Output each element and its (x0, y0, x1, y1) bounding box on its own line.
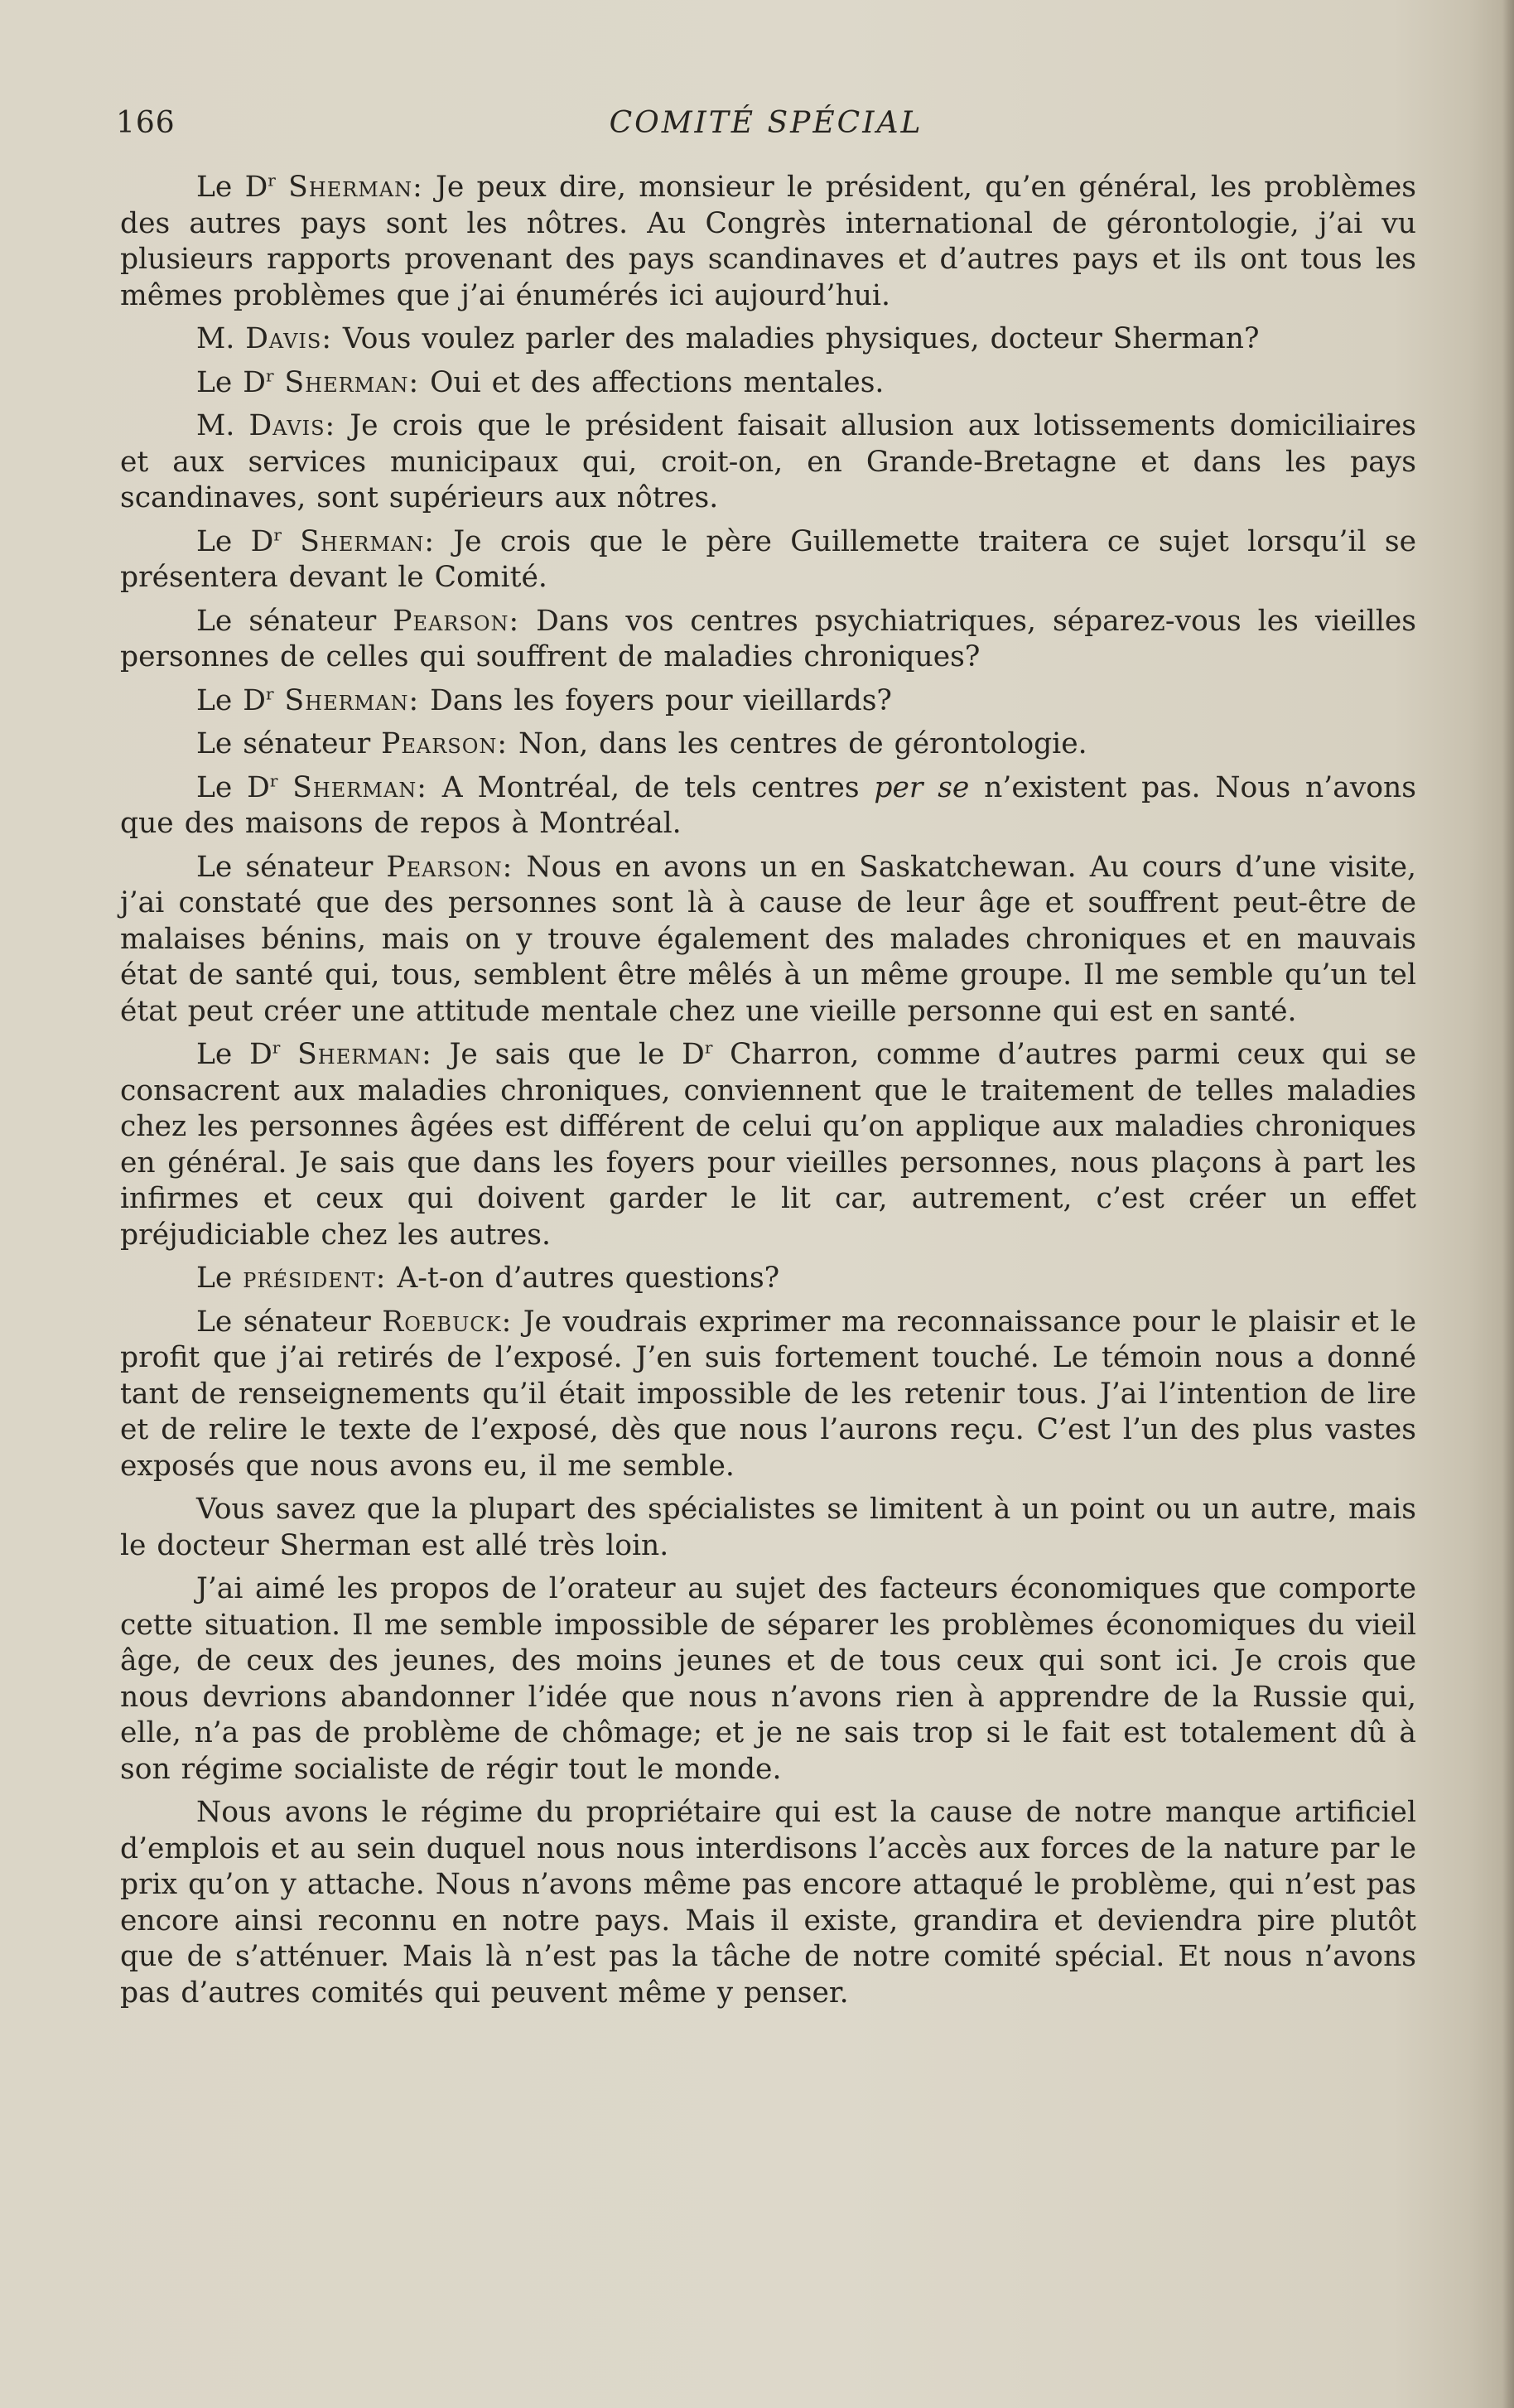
paragraph-text: Nous avons le régime du propriétaire qui est la cause de notre manque artificiel d’emplois et au sein duquel nous nous interdisons l’accès aux forces de la nature par le prix qu’on y attache. Nous n’avons même pas encore attaqué le problème, qui n’est pas encore ainsi reconnu en notre pays. Mais il existe, grandira et deviendra pire plutôt que de s’atténuer. Mais là n’est pas la tâche de notre comité spécial. Et nous n’avons pas d’autres comités qui peuvent même y penser. (120, 1796, 1416, 2010)
body-text (120, 170, 1416, 2019)
speaker-title-sup: r (265, 683, 274, 703)
paragraph-11 (120, 1037, 1416, 1253)
paragraph-text: J’ai aimé les propos de l’orateur au sujet des facteurs économiques que comporte cette situation. Il me semble impossible de séparer les problèmes économiques du vieil âge, de ceux des jeunes, des moins jeunes et de tous ceux qui sont ici. Je crois que nous devrions abandonner l’idée que nous n’avons rien à apprendre de la Russie qui, elle, n’a pas de problème de chômage; et je ne sais trop si le fait est totalement dû à son régime socialiste de régir tout le monde. (120, 1572, 1416, 1786)
paragraph-7 (120, 683, 1416, 720)
speaker-prefix: Le sénateur (196, 1305, 371, 1339)
speaker-name: Davis: (245, 322, 332, 355)
speaker-name: Sherman: (297, 1038, 432, 1071)
speaker-prefix: Le D (196, 524, 274, 558)
paragraph-4 (120, 408, 1416, 517)
paragraph-text: Je crois que le président faisait allusion aux lotissements domiciliaires et aux services municipaux qui, croit-on, en Grande-Bretagne et dans les pays scandinaves, sont supérieurs aux nôtres. (120, 409, 1416, 514)
paragraph-text: Oui et des affections mentales. (419, 365, 885, 399)
speaker-prefix: Le D (196, 171, 268, 204)
speaker-name: Sherman: (292, 770, 427, 804)
paragraph-text: Vous voulez parler des maladies physiques, docteur Sherman? (331, 322, 1260, 355)
speaker-prefix: Le sénateur (196, 604, 377, 638)
speaker-prefix: Le D (196, 770, 270, 804)
speaker-name: Pearson: (381, 727, 509, 760)
paragraph-text: Nous en avons un en Saskatchewan. Au cours d’une visite, j’ai constaté que des personnes sont là à cause de leur âge et souffrent peut-être de malaises bénins, mais on y trouve également des malades chroniques et en mauvais état de santé qui, tous, semblent être mêlés à un même groupe. Il me semble qu’un tel état peut créer une attitude mentale chez une vieille personne qui est en santé. (120, 850, 1416, 1028)
page-binding-shadow (1502, 0, 1514, 2408)
speaker-prefix: M. (196, 322, 235, 355)
italic-phrase: per se (874, 770, 970, 804)
paragraph-13 (120, 1305, 1416, 1485)
speaker-name: Pearson: (386, 850, 514, 884)
speaker-prefix: Le D (196, 683, 266, 717)
paragraph-8 (120, 726, 1416, 763)
speaker-title-sup: r (268, 170, 276, 191)
page-header (116, 106, 1416, 156)
paragraph-6 (120, 604, 1416, 676)
inline-title-sup: r (704, 1037, 713, 1058)
paragraph-16 (120, 1795, 1416, 2011)
speaker-prefix: Le D (196, 365, 266, 399)
paragraph-text-before: Je sais que le D (432, 1038, 705, 1071)
paragraph-15 (120, 1571, 1416, 1788)
speaker-name: Pearson: (393, 604, 520, 638)
paragraph-text: Je voudrais exprimer ma reconnaissance pour le plaisir et le profit que j’ai retirés de l’exposé. J’en suis fortement touché. Le témoin nous a donné tant de renseignements qu’il était impossible de les retenir tous. J’ai l’intention de lire et de relire le texte de l’exposé, dès que nous l’aurons reçu. C’est l’un des plus vastes exposés que nous avons eu, il me semble. (120, 1305, 1416, 1483)
paragraph-text: Je peux dire, monsieur le président, qu’en général, les problèmes des autres pays sont les nôtres. Au Congrès international de gérontologie, j’ai vu plusieurs rapports provenant des pays scandinaves et d’autres pays et ils ont tous les mêmes problèmes que j’ai énumérés ici aujourd’hui. (120, 171, 1417, 312)
speaker-name: Roebuck: (382, 1305, 513, 1339)
paragraph-text: Non, dans les centres de gérontologie. (508, 727, 1087, 760)
speaker-prefix: M. (196, 409, 235, 442)
speaker-prefix: Le (196, 1262, 233, 1295)
speaker-prefix: Le sénateur (196, 850, 374, 884)
speaker-name: Sherman: (288, 171, 423, 204)
speaker-title-sup: r (269, 770, 278, 790)
page-number: 166 (116, 106, 176, 140)
speaker-title-sup: r (273, 524, 282, 544)
speaker-prefix: Le D (196, 1038, 272, 1071)
paragraph-3 (120, 365, 1416, 402)
paragraph-text: n’existent pas. Nous n’avons que des maisons de repos à Montréal. (120, 770, 1416, 840)
speaker-title-sup: r (265, 365, 274, 385)
speaker-name: Davis: (248, 409, 336, 442)
paragraph-text-before: A Montréal, de tels centres (427, 770, 875, 804)
speaker-title-sup: r (272, 1037, 281, 1058)
paragraph-text: Dans les foyers pour vieillards? (419, 683, 892, 717)
paragraph-text: A-t-on d’autres questions? (386, 1262, 780, 1295)
speaker-name: président: (243, 1262, 387, 1295)
paragraph-5 (120, 524, 1416, 596)
paragraph-9 (120, 770, 1416, 842)
paragraph-12 (120, 1261, 1416, 1297)
paragraph-text: Dans vos centres psychiatriques, séparez-vous les vieilles personnes de celles qui souffrent de maladies chroniques? (120, 604, 1417, 673)
speaker-prefix: Le sénateur (196, 727, 371, 760)
paragraph-text: Je crois que le père Guillemette traitera ce sujet lorsqu’il se présentera devant le Comité. (120, 524, 1416, 594)
speaker-name: Sherman: (284, 683, 420, 717)
paragraph-2 (120, 321, 1416, 358)
paragraph-text: Charron, comme d’autres parmi ceux qui se consacrent aux maladies chroniques, conviennent que le traitement de telles maladies chez les personnes âgées est différent de celui qu’on applique aux maladies chroniques en général. Je sais que dans les foyers pour vieilles personnes, nous plaçons à part les infirmes et ceux qui doivent garder le lit car, autrement, c’est créer un effet préjudiciable chez les autres. (120, 1038, 1416, 1252)
speaker-name: Sherman: (300, 524, 435, 558)
paragraph-1 (120, 170, 1416, 314)
running-title: COMITÉ SPÉCIAL (609, 106, 923, 140)
paragraph-text: Vous savez que la plupart des spécialistes se limitent à un point ou un autre, mais le docteur Sherman est allé très loin. (120, 1493, 1416, 1562)
paragraph-14 (120, 1492, 1416, 1564)
speaker-name: Sherman: (284, 365, 420, 399)
paragraph-10 (120, 850, 1416, 1030)
